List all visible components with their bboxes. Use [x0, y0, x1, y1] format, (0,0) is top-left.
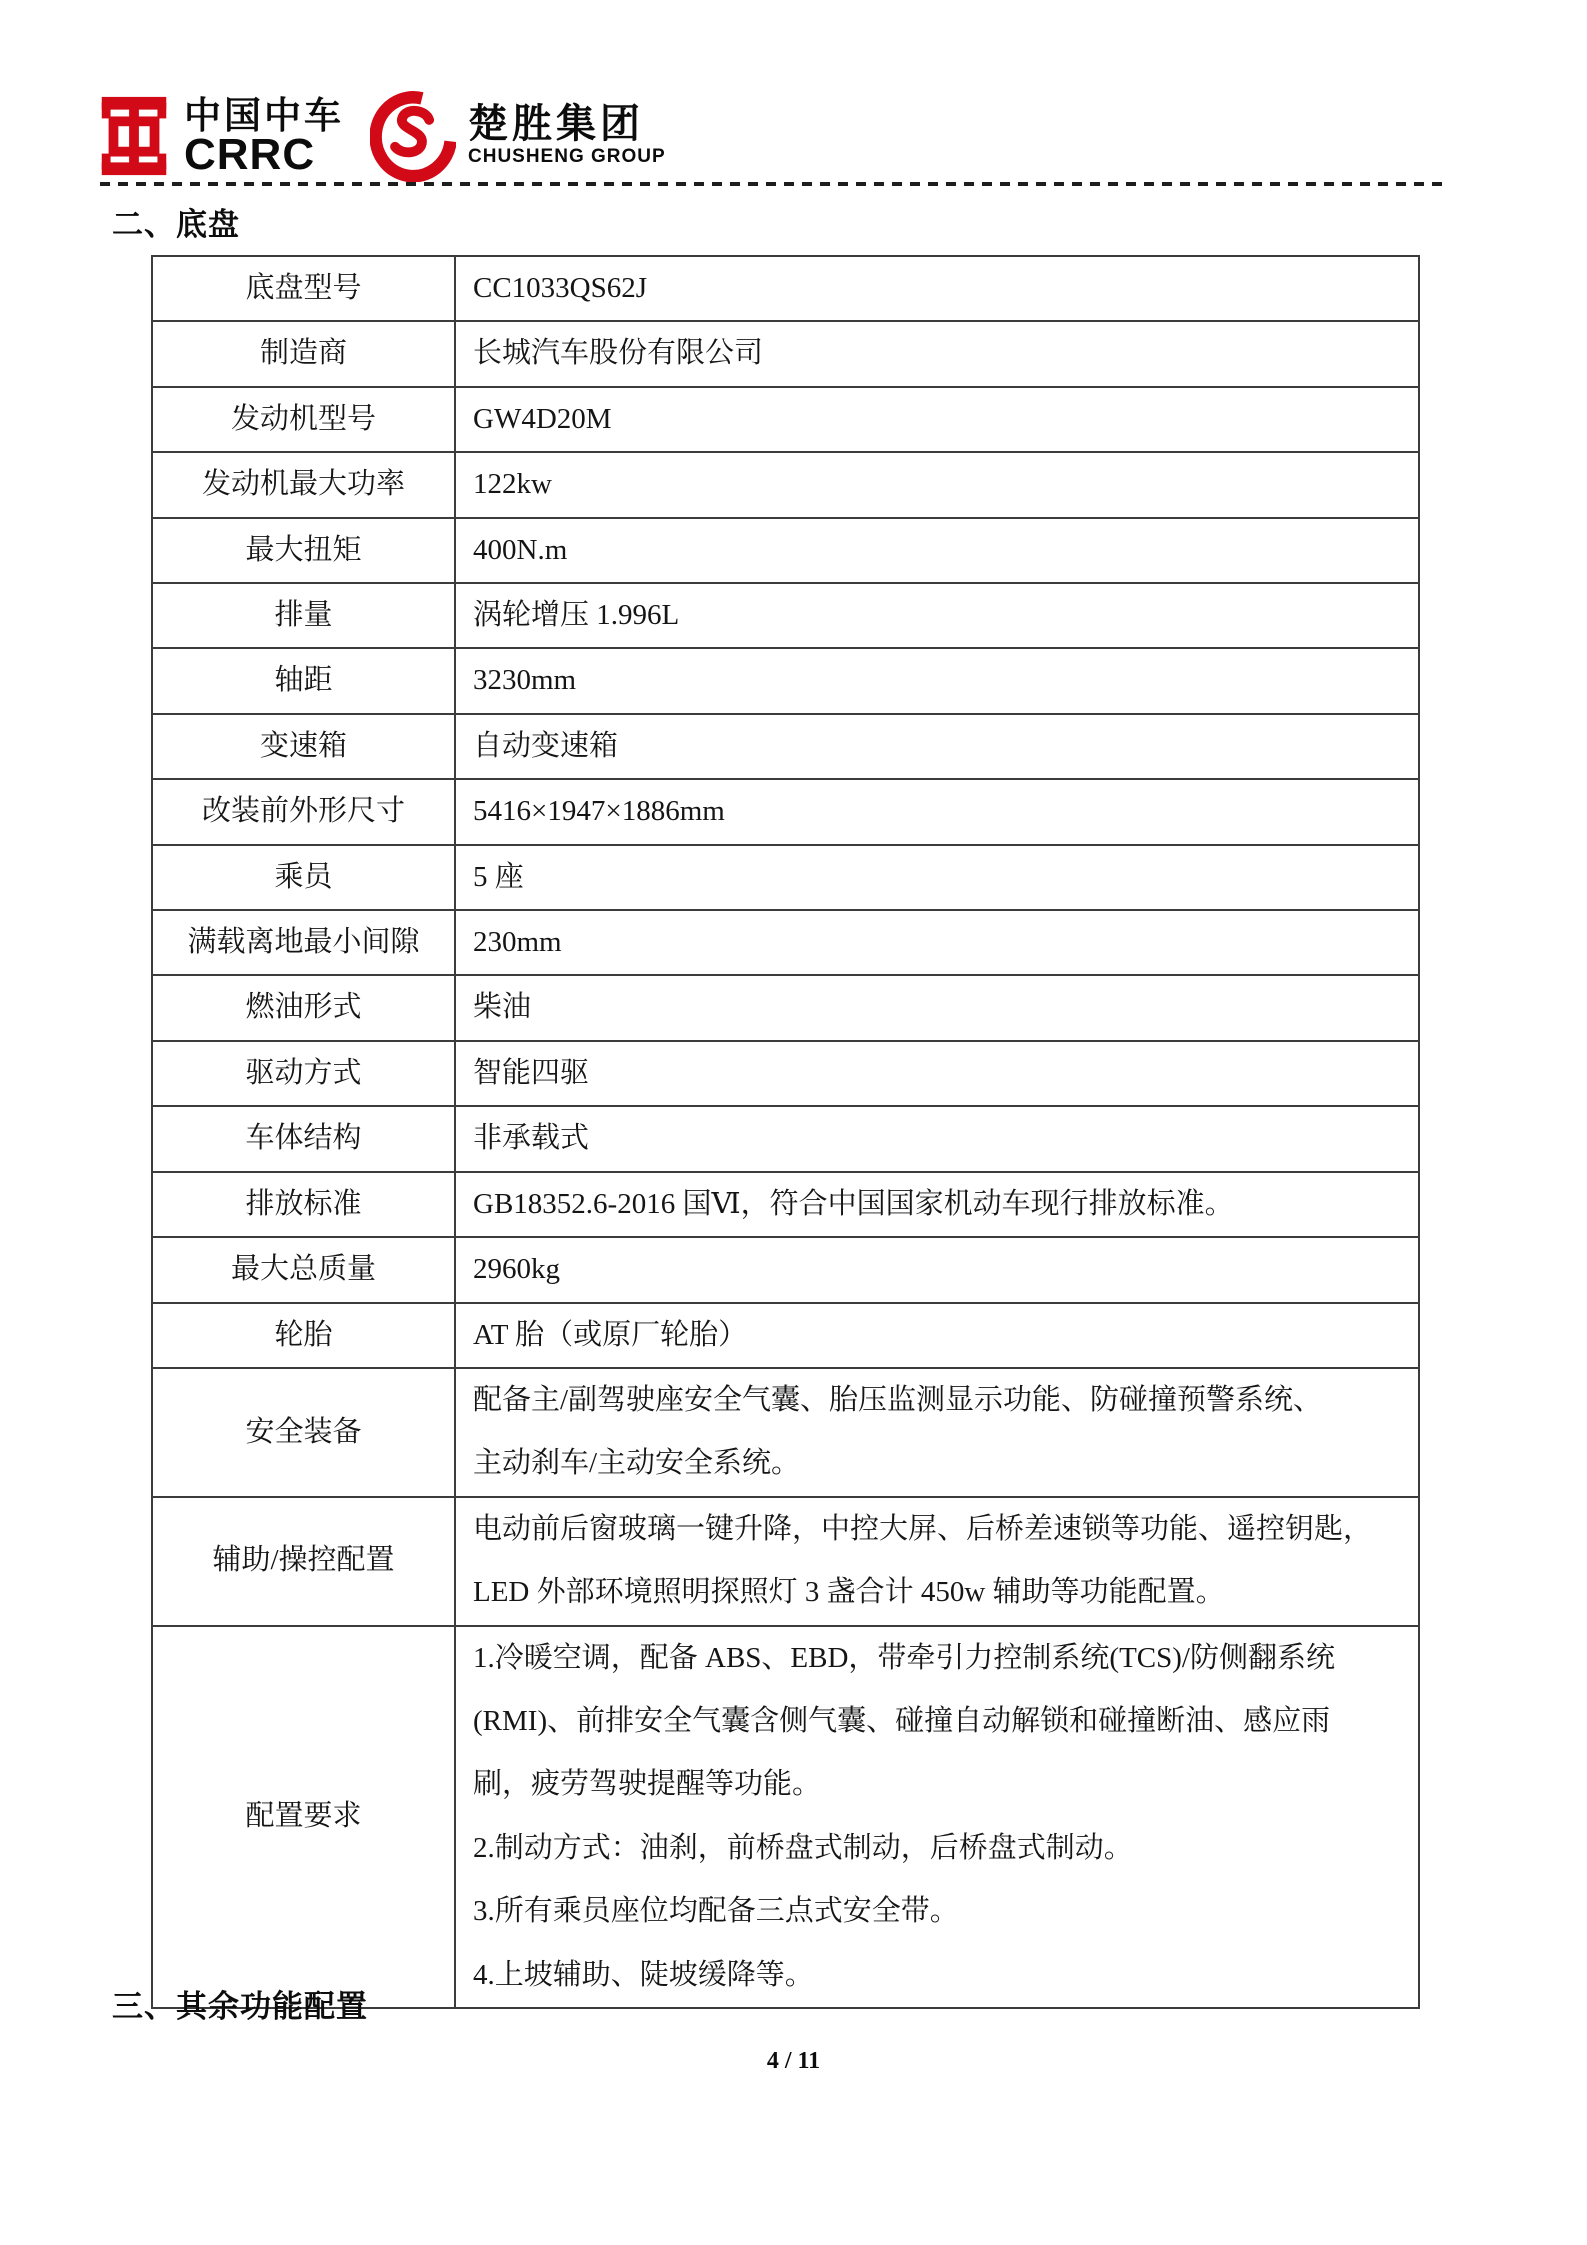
spec-value-line: 自动变速箱: [473, 729, 619, 762]
table-row: [152, 779, 1419, 844]
table-row: [152, 387, 1419, 452]
spec-value-cell: [455, 714, 1419, 779]
spec-value-line: GB18352.6-2016 国Ⅵ，符合中国国家机动车现行排放标准。: [473, 1187, 1234, 1220]
chassis-table-body: [152, 256, 1419, 2008]
spec-label-cell: 发动机最大功率: [152, 452, 455, 517]
spec-value-line: 2.制动方式：油刹，前桥盘式制动，后桥盘式制动。: [473, 1831, 1133, 1864]
spec-label-cell: 轴距: [152, 648, 455, 713]
table-row: [152, 1172, 1419, 1237]
spec-label-cell: 排量: [152, 583, 455, 648]
chusheng-logo-text: [468, 103, 666, 169]
table-row: [152, 1106, 1419, 1171]
chusheng-en-label: CHUSHENG GROUP: [468, 146, 666, 167]
spec-value-line: 主动刹车/主动安全系统。: [473, 1447, 801, 1480]
spec-value-line: 非承载式: [473, 1122, 590, 1155]
spec-label-cell: 最大总质量: [152, 1237, 455, 1302]
spec-value-line: 智能四驱: [473, 1056, 590, 1089]
section-title-other-features: 三、其余功能配置: [112, 1989, 368, 2024]
spec-label-cell: 驱动方式: [152, 1041, 455, 1106]
spec-value-cell: [455, 1041, 1419, 1106]
spec-value-line: 刷，疲劳驾驶提醒等功能。: [473, 1768, 822, 1801]
crrc-logo-icon: [98, 93, 170, 179]
table-row: [152, 910, 1419, 975]
spec-value-line: 3230mm: [473, 664, 577, 697]
spec-value-cell: [455, 1237, 1419, 1302]
spec-value-line: 122kw: [473, 468, 552, 501]
spec-value-line: 5416×1947×1886mm: [473, 795, 725, 828]
spec-value-cell: [455, 452, 1419, 517]
table-row: [152, 1497, 1419, 1626]
spec-value-cell: [455, 1303, 1419, 1368]
spec-label-cell: 变速箱: [152, 714, 455, 779]
spec-value-line: 长城汽车股份有限公司: [473, 337, 764, 370]
spec-label-cell: 配置要求: [152, 1626, 455, 2008]
table-row: [152, 975, 1419, 1040]
table-row: [152, 1626, 1419, 2008]
spec-value-cell: [455, 910, 1419, 975]
table-row: [152, 1041, 1419, 1106]
spec-value-line: 1.冷暖空调，配备 ABS、EBD，带牵引力控制系统(TCS)/防侧翻系统: [473, 1641, 1335, 1674]
spec-value-line: 5 座: [473, 860, 524, 893]
chusheng-logo-icon: [370, 90, 456, 182]
spec-label-cell: 乘员: [152, 845, 455, 910]
spec-value-cell: [455, 648, 1419, 713]
spec-value-cell: [455, 779, 1419, 844]
spec-value-line: CC1033QS62J: [473, 272, 648, 304]
table-row: [152, 256, 1419, 321]
spec-label-cell: 发动机型号: [152, 387, 455, 452]
table-row: [152, 452, 1419, 517]
spec-value-cell: [455, 387, 1419, 452]
spec-value-line: 涡轮增压 1.996L: [473, 599, 680, 632]
table-row: [152, 321, 1419, 386]
chusheng-cn-label: 楚胜集团: [468, 102, 644, 146]
table-row: [152, 1303, 1419, 1368]
page-number: 4 / 11: [766, 2048, 821, 2074]
spec-value-line: 230mm: [473, 926, 562, 959]
spec-value-line: (RMI)、前排安全气囊含侧气囊、碰撞自动解锁和碰撞断油、感应雨: [473, 1704, 1331, 1737]
spec-label-cell: 安全装备: [152, 1368, 455, 1497]
spec-label-cell: 底盘型号: [152, 256, 455, 321]
spec-value-line: LED 外部环境照明探照灯 3 盏合计 450w 辅助等功能配置。: [473, 1576, 1225, 1609]
table-row: [152, 714, 1419, 779]
spec-value-line: 配备主/副驾驶座安全气囊、胎压监测显示功能、防碰撞预警系统、: [473, 1383, 1323, 1416]
spec-value-line: 4.上坡辅助、陡坡缓降等。: [473, 1958, 814, 1991]
spec-value-cell: [455, 518, 1419, 583]
table-row: [152, 583, 1419, 648]
spec-value-cell: [455, 1106, 1419, 1171]
table-row: [152, 845, 1419, 910]
table-row: [152, 648, 1419, 713]
spec-value-line: 2960kg: [473, 1253, 560, 1286]
spec-value-cell: [455, 583, 1419, 648]
table-row: [152, 1237, 1419, 1302]
spec-label-cell: 轮胎: [152, 1303, 455, 1368]
table-row: [152, 1368, 1419, 1497]
spec-value-line: 柴油: [473, 991, 532, 1024]
spec-label-cell: 燃油形式: [152, 975, 455, 1040]
spec-value-line: 3.所有乘员座位均配备三点式安全带。: [473, 1895, 959, 1928]
spec-label-cell: 满载离地最小间隙: [152, 910, 455, 975]
spec-value-line: GW4D20M: [473, 402, 612, 435]
spec-value-cell: [455, 1172, 1419, 1237]
spec-label-cell: 制造商: [152, 321, 455, 386]
chassis-spec-table: [151, 255, 1420, 2009]
spec-value-cell: [455, 845, 1419, 910]
spec-label-cell: 辅助/操控配置: [152, 1497, 455, 1626]
spec-value-cell: [455, 1626, 1419, 2008]
crrc-cn-label: 中国中车: [184, 95, 344, 136]
section-title-chassis: 二、底盘: [112, 207, 240, 242]
spec-label-cell: 车体结构: [152, 1106, 455, 1171]
spec-value-cell: [455, 1497, 1419, 1626]
header-divider-dotted-line: [100, 182, 1443, 186]
spec-value-cell: [455, 975, 1419, 1040]
spec-label-cell: 排放标准: [152, 1172, 455, 1237]
crrc-logo-text: [184, 95, 344, 179]
table-row: [152, 518, 1419, 583]
spec-value-cell: [455, 256, 1419, 321]
crrc-en-label: CRRC: [184, 130, 316, 179]
spec-label-cell: 改装前外形尺寸: [152, 779, 455, 844]
spec-value-line: 400N.m: [473, 533, 568, 566]
spec-label-cell: 最大扭矩: [152, 518, 455, 583]
spec-value-line: 电动前后窗玻璃一键升降，中控大屏、后桥差速锁等功能、遥控钥匙，: [473, 1512, 1373, 1545]
header-logo-row: [98, 88, 666, 184]
spec-value-cell: [455, 1368, 1419, 1497]
spec-value-cell: [455, 321, 1419, 386]
spec-value-line: AT 胎（或原厂轮胎）: [473, 1318, 748, 1351]
